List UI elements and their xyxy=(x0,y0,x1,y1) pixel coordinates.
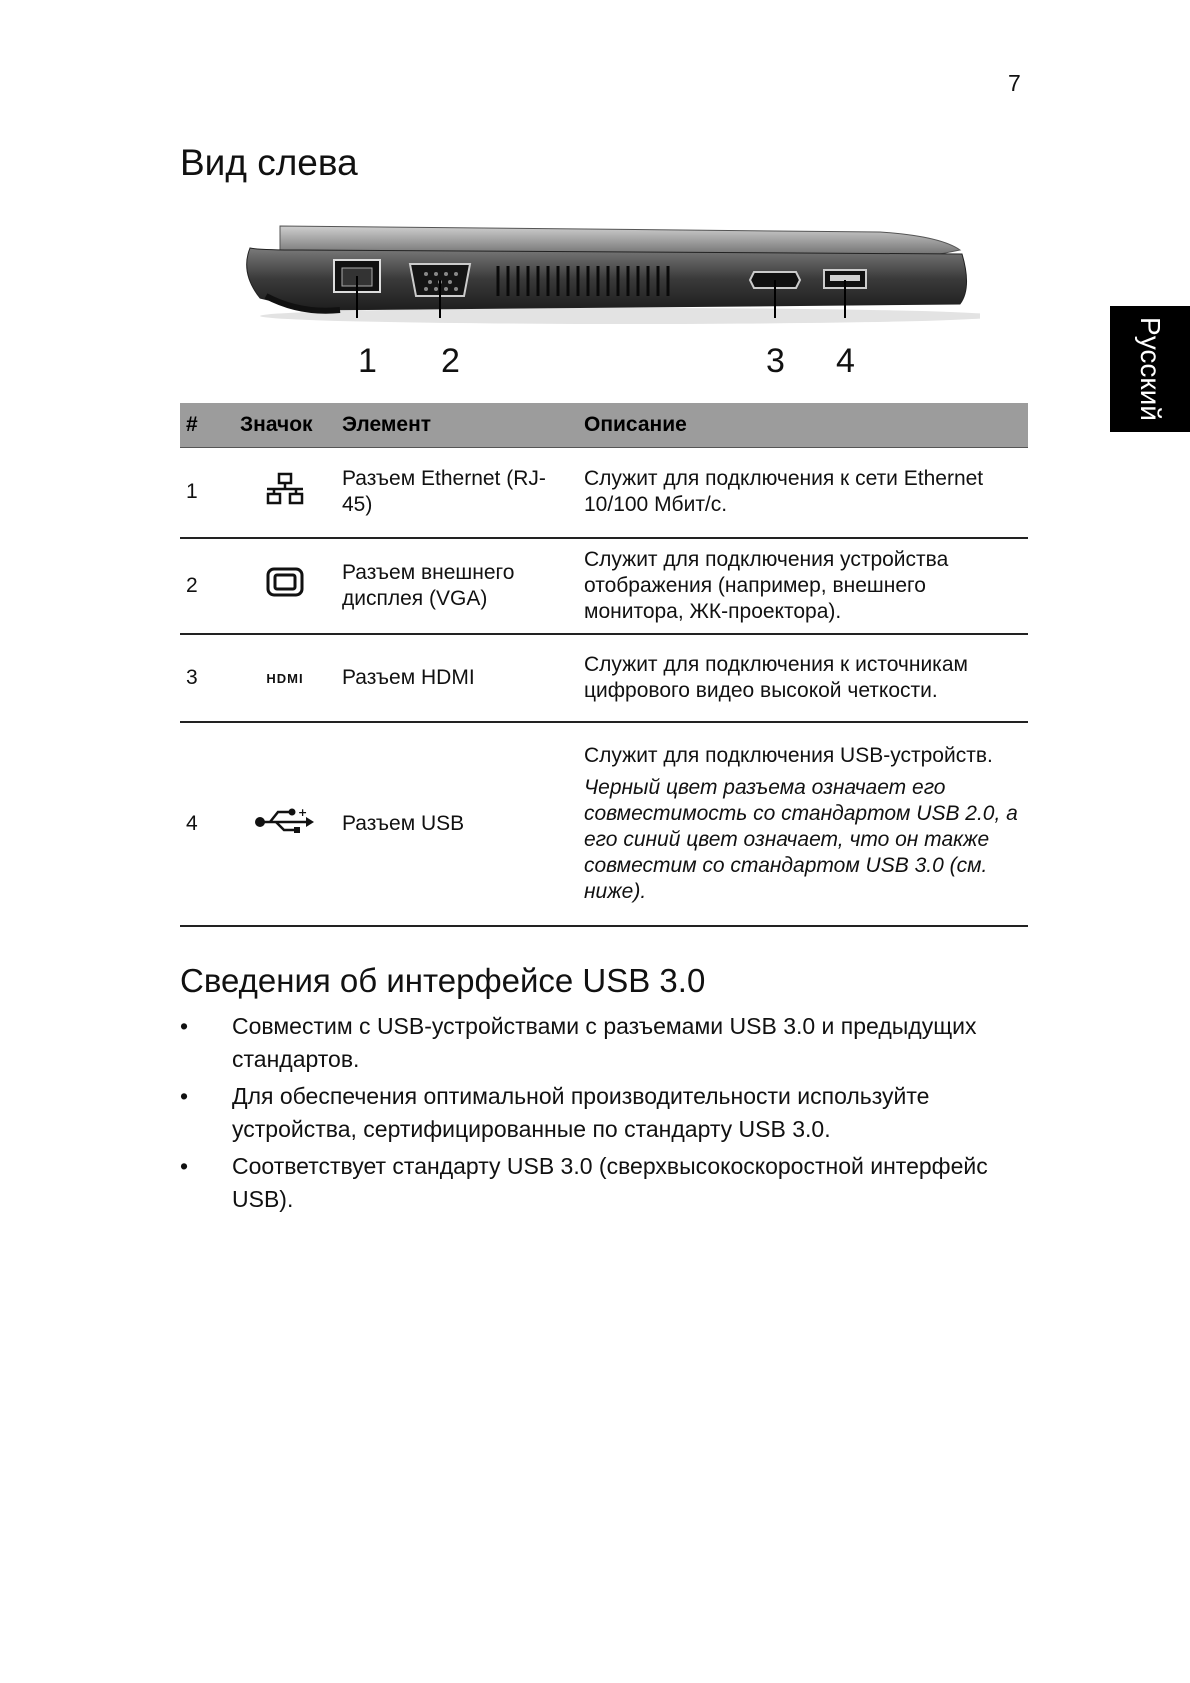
table-header-row xyxy=(180,403,1028,448)
table-row xyxy=(180,448,1028,538)
row-num: 3 xyxy=(180,634,234,722)
list-item: • Соответствует стандарту USB 3.0 (сверхвысокоскоростной интерфейс USB). xyxy=(180,1150,1030,1216)
row-element: Разъем USB xyxy=(336,722,578,926)
callout-3: 3 xyxy=(766,342,785,380)
row-description: Служит для подключения к сети Ethernet 10/100 Мбит/с. xyxy=(578,448,1028,538)
row-description: Служит для подключения к источникам цифрового видео высокой четкости. xyxy=(578,634,1028,722)
table-row xyxy=(180,634,1028,722)
header-num: # xyxy=(180,403,234,448)
usb-icon xyxy=(254,806,316,834)
usb-bullet-list xyxy=(180,1010,1030,1220)
row-icon xyxy=(234,722,336,926)
svg-text:+: + xyxy=(298,806,308,819)
ethernet-icon xyxy=(265,472,305,506)
section-title: Вид слева xyxy=(180,142,358,183)
hdmi-icon: HDMI xyxy=(266,670,304,686)
table-row xyxy=(180,538,1028,634)
list-item: • Для обеспечения оптимальной производительности используйте устройства, сертифицированные по стандарту USB 3.0. xyxy=(180,1080,1030,1146)
row-num: 2 xyxy=(180,538,234,634)
row-note: Черный цвет разъема означает его совместимость со стандартом USB 2.0, а его синий цвет означает, что он также совместим со стандартом USB 3.0 (см. ниже). xyxy=(584,775,1018,903)
row-description: Служит для подключения устройства отображения (например, внешнего монитора, ЖК-проектора). xyxy=(578,538,1028,634)
list-item: • Совместим с USB-устройствами с разъемами USB 3.0 и предыдущих стандартов. xyxy=(180,1010,1030,1076)
header-description: Описание xyxy=(578,403,1028,448)
header-icon: Значок xyxy=(234,403,336,448)
row-description-cell xyxy=(578,722,1028,926)
language-tab-label: Русский xyxy=(1135,317,1166,421)
callout-2: 2 xyxy=(441,342,460,380)
row-icon xyxy=(234,634,336,722)
laptop-left-side-illustration xyxy=(240,218,980,338)
row-icon xyxy=(234,538,336,634)
language-tab xyxy=(1110,306,1190,432)
row-element: Разъем внешнего дисплея (VGA) xyxy=(336,538,578,634)
callout-1: 1 xyxy=(358,342,377,380)
ports-table xyxy=(180,403,1028,927)
usb-section-title: Сведения об интерфейсе USB 3.0 xyxy=(180,962,706,999)
row-num: 4 xyxy=(180,722,234,926)
page-number: 7 xyxy=(1008,70,1021,96)
callout-4: 4 xyxy=(836,342,855,380)
table-row xyxy=(180,722,1028,926)
row-description: Служит для подключения USB-устройств. xyxy=(584,743,993,767)
row-num: 1 xyxy=(180,448,234,538)
row-element: Разъем Ethernet (RJ-45) xyxy=(336,448,578,538)
header-element: Элемент xyxy=(336,403,578,448)
display-icon xyxy=(265,566,305,598)
row-icon xyxy=(234,448,336,538)
row-element: Разъем HDMI xyxy=(336,634,578,722)
